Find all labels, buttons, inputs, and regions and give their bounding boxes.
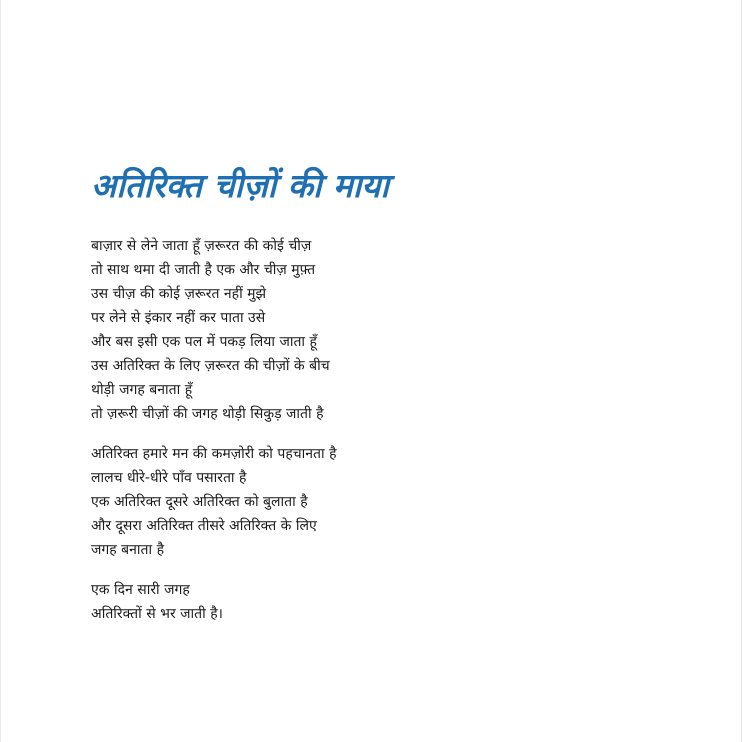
poem-line: जगह बनाता है	[91, 542, 165, 558]
poem-line: बाज़ार से लेने जाता हूँ ज़रूरत की कोई चीज़	[91, 238, 312, 254]
poem-line: और बस इसी एक पल में पकड़ लिया जाता हूँ	[91, 334, 317, 350]
poem-line: लालच धीरे-धीरे पाँव पसारता है	[91, 470, 247, 486]
poem-body	[91, 234, 651, 642]
poem-line: पर लेने से इंकार नहीं कर पाता उसे	[91, 310, 266, 326]
poem-line: तो साथ थमा दी जाती है एक और चीज़ मुफ़्त	[91, 262, 316, 278]
poem-line: तो ज़रूरी चीज़ों की जगह थोड़ी सिकुड़ जाती है	[91, 406, 324, 422]
stanza-1	[91, 234, 651, 426]
stanza-2	[91, 442, 651, 562]
poem-title: अतिरिक्त चीज़ों की माया	[91, 166, 389, 205]
poem-line: थोड़ी जगह बनाता हूँ	[91, 382, 193, 398]
poem-line: अतिरिक्त हमारे मन की कमज़ोरी को पहचानता है	[91, 446, 337, 462]
stanza-3	[91, 578, 651, 626]
poem-line: उस चीज़ की कोई ज़रूरत नहीं मुझे	[91, 286, 267, 302]
poem-line: एक दिन सारी जगह	[91, 582, 190, 598]
poem-line: उस अतिरिक्त के लिए ज़रूरत की चीज़ों के बीच	[91, 358, 330, 374]
poem-line: एक अतिरिक्त दूसरे अतिरिक्त को बुलाता है	[91, 494, 308, 510]
poem-line: अतिरिक्तों से भर जाती है।	[91, 606, 223, 622]
poem-line: और दूसरा अतिरिक्त तीसरे अतिरिक्त के लिए	[91, 518, 317, 534]
